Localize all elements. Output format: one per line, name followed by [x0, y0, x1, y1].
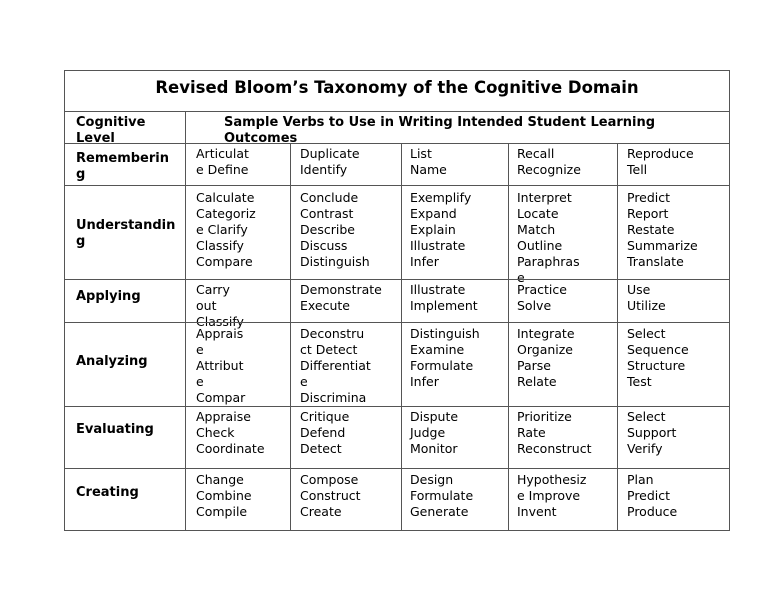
level-remembering: Rememberin g — [76, 151, 169, 182]
verbs-remembering-col2: Duplicate Identify — [300, 146, 360, 177]
header-cognitive-level: Cognitive Level — [76, 115, 146, 146]
level-creating: Creating — [76, 485, 139, 500]
verbs-understanding-col5: Predict Report Restate Summarize Translate — [627, 190, 698, 269]
verbs-creating-col1: Change Combine Compile — [196, 472, 252, 519]
verbs-creating-col4: Hypothesiz e Improve Invent — [517, 472, 587, 519]
row-divider — [65, 185, 729, 186]
verbs-creating-col2: Compose Construct Create — [300, 472, 361, 519]
verbs-analyzing-col2: Deconstru ct Detect Differentiat e Discrimina — [300, 326, 371, 405]
verbs-evaluating-col4: Prioritize Rate Reconstruct — [517, 409, 592, 456]
taxonomy-table — [64, 70, 730, 531]
verbs-applying-col5: Use Utilize — [627, 282, 666, 313]
row-divider — [65, 279, 729, 280]
verbs-applying-col4: Practice Solve — [517, 282, 567, 313]
verbs-remembering-col4: Recall Recognize — [517, 146, 581, 177]
row-divider — [65, 406, 729, 407]
column-divider — [290, 143, 291, 530]
row-divider — [65, 143, 729, 144]
column-divider — [617, 143, 618, 530]
verbs-understanding-col1: Calculate Categoriz e Clarify Classify Compare — [196, 190, 256, 269]
verbs-evaluating-col3: Dispute Judge Monitor — [410, 409, 459, 456]
row-divider — [65, 322, 729, 323]
column-divider — [185, 111, 186, 530]
level-evaluating: Evaluating — [76, 422, 154, 437]
verbs-understanding-col2: Conclude Contrast Describe Discuss Distinguish — [300, 190, 370, 269]
column-divider — [508, 143, 509, 530]
verbs-remembering-col3: List Name — [410, 146, 447, 177]
verbs-applying-col1: Carry out Classify — [196, 282, 244, 329]
verbs-applying-col2: Demonstrate Execute — [300, 282, 382, 313]
verbs-understanding-col4: Interpret Locate Match Outline Paraphras e — [517, 190, 580, 285]
verbs-creating-col5: Plan Predict Produce — [627, 472, 678, 519]
table-title: Revised Bloom’s Taxonomy of the Cognitive Domain — [65, 71, 729, 112]
level-analyzing: Analyzing — [76, 354, 148, 369]
verbs-analyzing-col4: Integrate Organize Parse Relate — [517, 326, 575, 389]
verbs-remembering-col1: Articulat e Define — [196, 146, 249, 177]
verbs-evaluating-col1: Appraise Check Coordinate — [196, 409, 265, 456]
verbs-analyzing-col1: Apprais e Attribut e Compar — [196, 326, 246, 405]
verbs-evaluating-col5: Select Support Verify — [627, 409, 677, 456]
verbs-creating-col3: Design Formulate Generate — [410, 472, 474, 519]
verbs-analyzing-col5: Select Sequence Structure Test — [627, 326, 689, 389]
verbs-remembering-col5: Reproduce Tell — [627, 146, 694, 177]
row-divider — [65, 468, 729, 469]
verbs-evaluating-col2: Critique Defend Detect — [300, 409, 350, 456]
verbs-applying-col3: Illustrate Implement — [410, 282, 478, 313]
level-applying: Applying — [76, 289, 141, 304]
header-sample-verbs: Sample Verbs to Use in Writing Intended Student Learning Outcomes — [224, 115, 656, 146]
verbs-analyzing-col3: Distinguish Examine Formulate Infer — [410, 326, 480, 389]
verbs-understanding-col3: Exemplify Expand Explain Illustrate Infer — [410, 190, 472, 269]
level-understanding: Understandin g — [76, 218, 176, 249]
column-divider — [401, 143, 402, 530]
